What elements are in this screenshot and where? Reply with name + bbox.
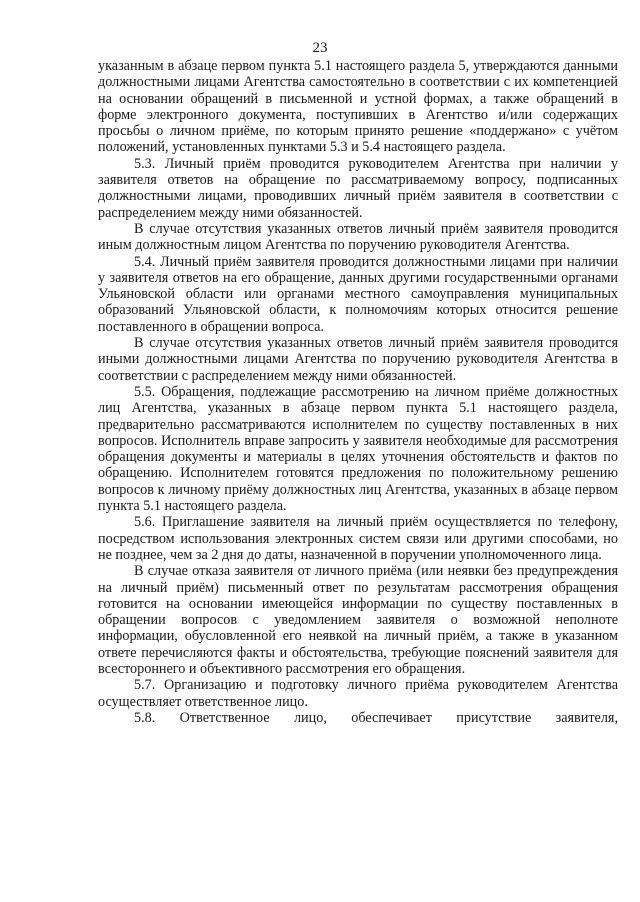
paragraph-5-8: 5.8. Ответственное лицо, обеспечивает присутствие заявителя,: [134, 709, 618, 726]
paragraph-5-6: 5.6. Приглашение заявителя на личный приём осуществляется по телефону, посредством использования электронных систем связи или другими способами, но не позднее, чем за 2 дня до даты, назначенной в поручении уполномоченного лица.: [98, 514, 618, 563]
paragraph-5-3-absence: В случае отсутствия указанных ответов личный приём заявителя проводится иным должностным лицом Агентства по поручению руководителя Агентства.: [98, 220, 618, 254]
paragraph-5-7: 5.7. Организацию и подготовку личного приёма руководителем Агентства осуществляет ответственное лицо.: [98, 677, 618, 710]
paragraph-continuation: указанным в абзаце первом пункта 5.1 настоящего раздела 5, утверждаются данными должностными лицами Агентства самостоятельно в соответствии с их компетенцией на основании обращений в письменной и устной формах, а также обращений в форме электронного документа, поступивших в Агентство и/или содержащих просьбы о личном приёме, по которым принято решение «поддержано» с учётом положений, установленных пунктами 5.3 и 5.4 настоящего раздела.: [98, 58, 618, 156]
paragraph-5-4-absence: В случае отсутствия указанных ответов личный приём заявителя проводится иными должностными лицами Агентства по поручению руководителя Агентства в соответствии с распределением между ними обязанностей.: [98, 335, 618, 384]
paragraph-5-3: 5.3. Личный приём проводится руководителем Агентства при наличии у заявителя ответов на обращение по рассматриваемому вопросу, подписанных должностными лицами, проводивших личный приём заявителя в соответствии с распределением между ними обязанностей.: [98, 155, 618, 221]
page-number: 23: [312, 40, 328, 56]
paragraph-5-4: 5.4. Личный приём заявителя проводится должностными лицами при наличии у заявителя ответов на его обращение, данных другими государственными органами Ульяновской области или органами местного самоуправления муниципальных образований Ульяновской области, к полномочиям которых относится решение поставленного в обращении вопроса.: [98, 253, 618, 335]
paragraph-5-5: 5.5. Обращения, подлежащие рассмотрению на личном приёме должностных лиц Агентства, указанных в абзаце первом пункта 5.1 настоящего раздела, предварительно рассматриваются исполнителем по существу поставленных в них вопросов. Исполнитель вправе запросить у заявителя необходимые для рассмотрения обращения документы и материалы в целях уточнения обстоятельств и фактов по обращению. Исполнителем готовятся предложения по положительному решению вопросов к личному приёму должностных лиц Агентства, указанных в абзаце первом пункта 5.1 настоящего раздела.: [98, 383, 618, 515]
document-body: [98, 58, 618, 726]
paragraph-5-6-refusal: В случае отказа заявителя от личного приёма (или неявки без предупреждения на личный приём) письменный ответ по результатам рассмотрения обращения готовится на основании имеющейся информации по существу поставленных в обращении вопросов с уведомлением заявителя о возможной неполноте информации, обусловленной его неявкой на личный приём, а также в указанном ответе перечисляются факты и обстоятельства, требующие пояснений заявителя для всестороннего и объективного рассмотрения его обращения.: [98, 563, 618, 677]
